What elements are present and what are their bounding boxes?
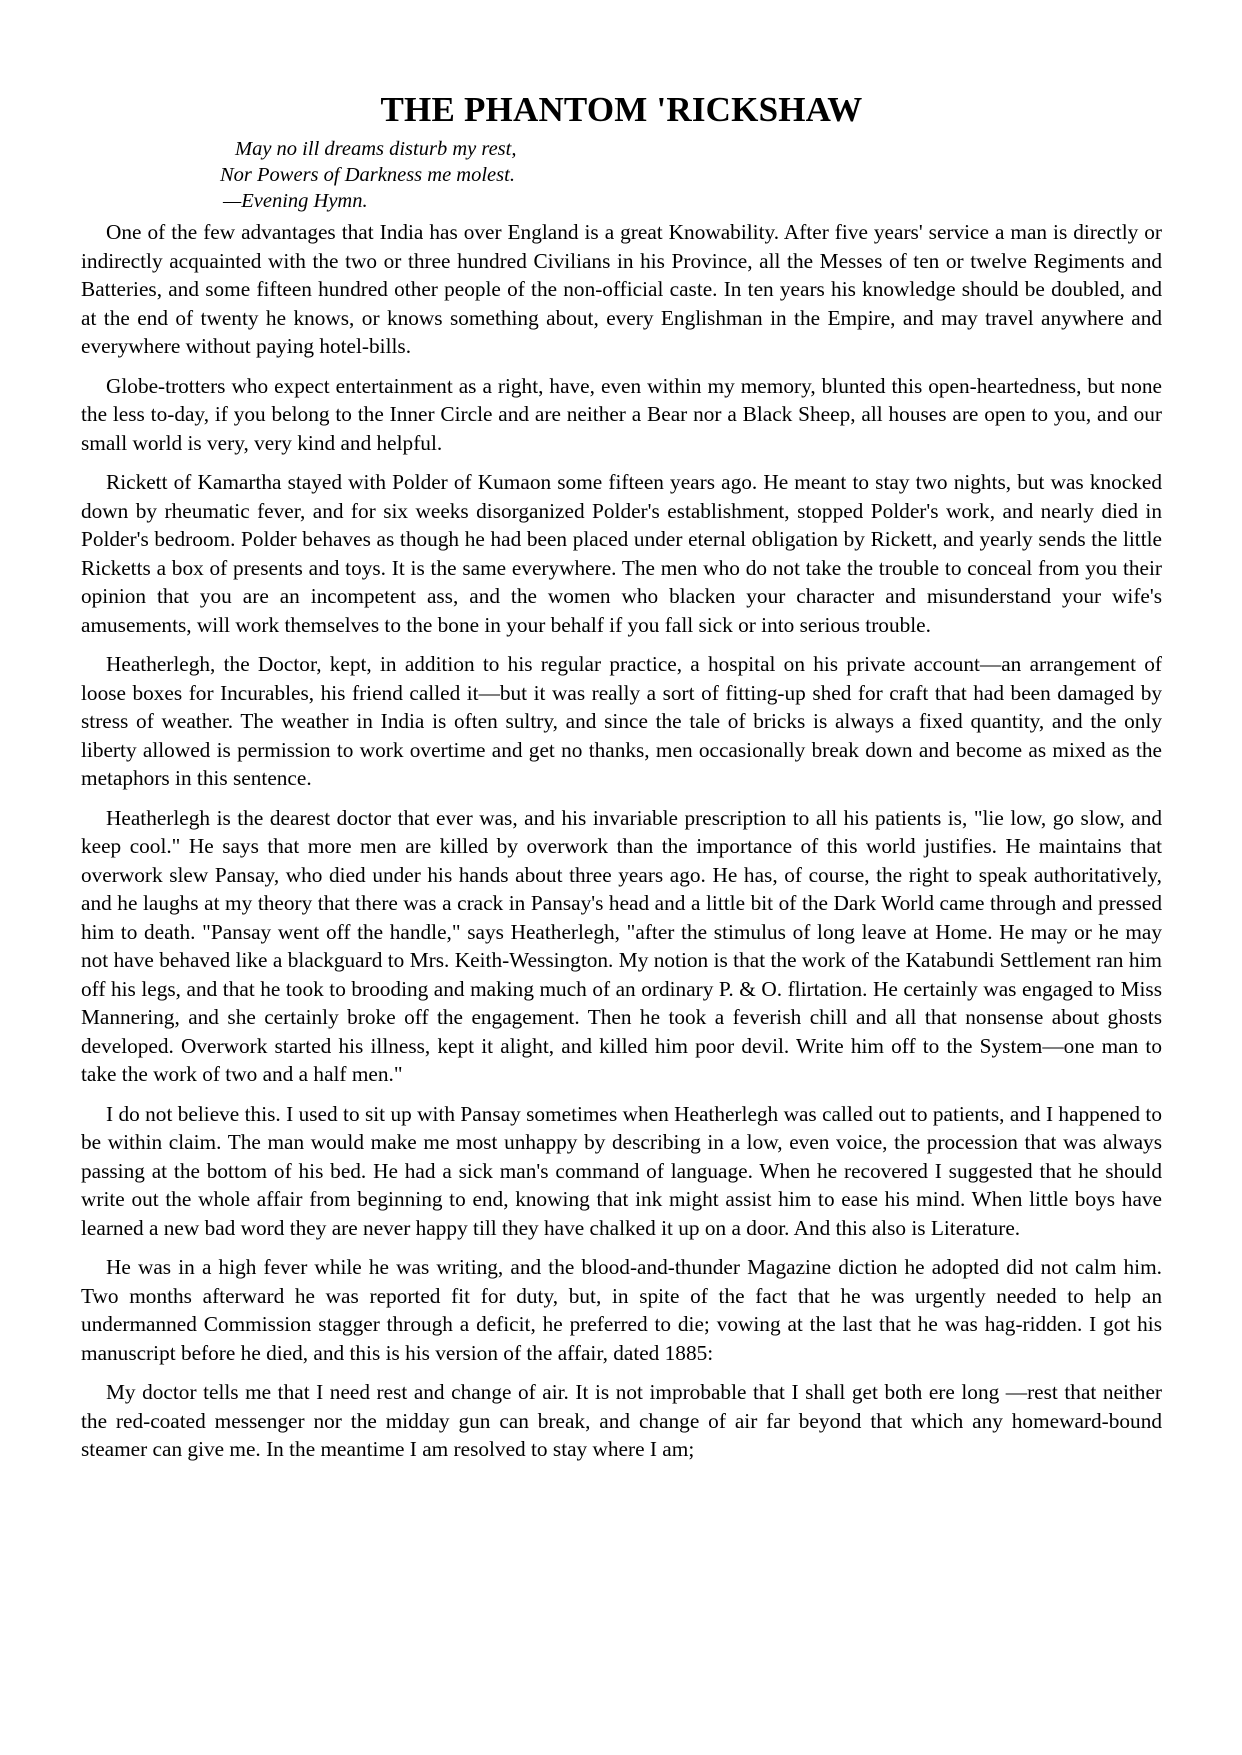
epigraph-attribution: —Evening Hymn. <box>223 190 368 212</box>
document-page <box>81 88 1162 1475</box>
story-title: THE PHANTOM 'RICKSHAW <box>380 90 863 129</box>
paragraph-6: I do not believe this. I used to sit up with Pansay sometimes when Heatherlegh was called out to patients, and I happened to be within claim. The man would make me most unhappy by describing in a low, even voice, the procession that was always passing at the bottom of his bed. He had a sick man's command of language. When he recovered I suggested that he should write out the whole affair from beginning to end, knowing that ink might assist him to ease his mind. When little boys have learned a new bad word they are never happy till they have chalked it up on a door. And this also is Literature. <box>81 1101 1162 1240</box>
paragraph-8: My doctor tells me that I need rest and change of air. It is not improbable that I shall get both ere long —rest that neither the red-coated messenger nor the midday gun can break, and change of air far beyond that which any homeward-bound steamer can give me. In the meantime I am resolved to stay where I am; <box>81 1380 1162 1461</box>
paragraph-4: Heatherlegh, the Doctor, kept, in addition to his regular practice, a hospital on his private account—an arrangement of loose boxes for Incurables, his friend called it—but it was really a sort of fitting-up shed for craft that had been damaged by stress of weather. The weather in India is often sultry, and since the tale of bricks is always a fixed quantity, and the only liberty allowed is permission to work overtime and get no thanks, men occasionally break down and become as mixed as the metaphors in this sentence. <box>81 652 1162 790</box>
paragraph-3: Rickett of Kamartha stayed with Polder of Kumaon some fifteen years ago. He meant to stay two nights, but was knocked down by rheumatic fever, and for six weeks disorganized Polder's establishment, stopped Polder's work, and nearly died in Polder's bedroom. Polder behaves as though he had been placed under eternal obligation by Rickett, and yearly sends the little Ricketts a box of presents and toys. It is the same everywhere. The men who do not take the trouble to conceal from you their opinion that you are an incompetent ass, and the women who blacken your character and misunderstand your wife's amusements, will work themselves to the bone in your behalf if you fall sick or into serious trouble. <box>81 470 1162 637</box>
paragraph-7: He was in a high fever while he was writing, and the blood-and-thunder Magazine diction he adopted did not calm him. Two months afterward he was reported fit for duty, but, in spite of the fact that he was urgently needed to help an undermanned Commission stagger through a deficit, he preferred to die; vowing at the last that he was hag-ridden. I got his manuscript before he died, and this is his version of the affair, dated 1885: <box>81 1255 1162 1365</box>
epigraph-line-2: Nor Powers of Darkness me molest. <box>220 164 515 186</box>
paragraph-5: Heatherlegh is the dearest doctor that ever was, and his invariable prescription to all his patients is, "lie low, go slow, and keep cool." He says that more men are killed by overwork than the importance of this world justifies. He maintains that overwork slew Pansay, who died under his hands about three years ago. He has, of course, the right to speak authoritatively, and he laughs at my theory that there was a crack in Pansay's head and a little bit of the Dark World came through and pressed him to death. "Pansay went off the handle," says Heatherlegh, "after the stimulus of long leave at Home. He may or he may not have behaved like a blackguard to Mrs. Keith-Wessington. My notion is that the work of the Katabundi Settlement ran him off his legs, and that he took to brooding and making much of an ordinary P. & O. flirtation. He certainly was engaged to Miss Mannering, and she certainly broke off the engagement. Then he took a feverish chill and all that nonsense about ghosts developed. Overwork started his illness, kept it alight, and killed him poor devil. Write him off to the System—one man to take the work of two and a half men." <box>81 805 1162 1086</box>
paragraph-2: Globe-trotters who expect entertainment as a right, have, even within my memory, blunted this open-heartedness, but none the less to-day, if you belong to the Inner Circle and are neither a Bear nor a Black Sheep, all houses are open to you, and our small world is very, very kind and helpful. <box>81 373 1162 455</box>
paragraph-1: One of the few advantages that India has over England is a great Knowability. After five years' service a man is directly or indirectly acquainted with the two or three hundred Civilians in his Province, all the Messes of ten or twelve Regiments and Batteries, and some fifteen hundred other people of the non-official caste. In ten years his knowledge should be doubled, and at the end of twenty he knows, or knows something about, every Englishman in the Empire, and may travel anywhere and everywhere without paying hotel-bills. <box>81 220 1162 358</box>
epigraph <box>220 136 1162 214</box>
epigraph-line-1: May no ill dreams disturb my rest, <box>235 138 517 160</box>
